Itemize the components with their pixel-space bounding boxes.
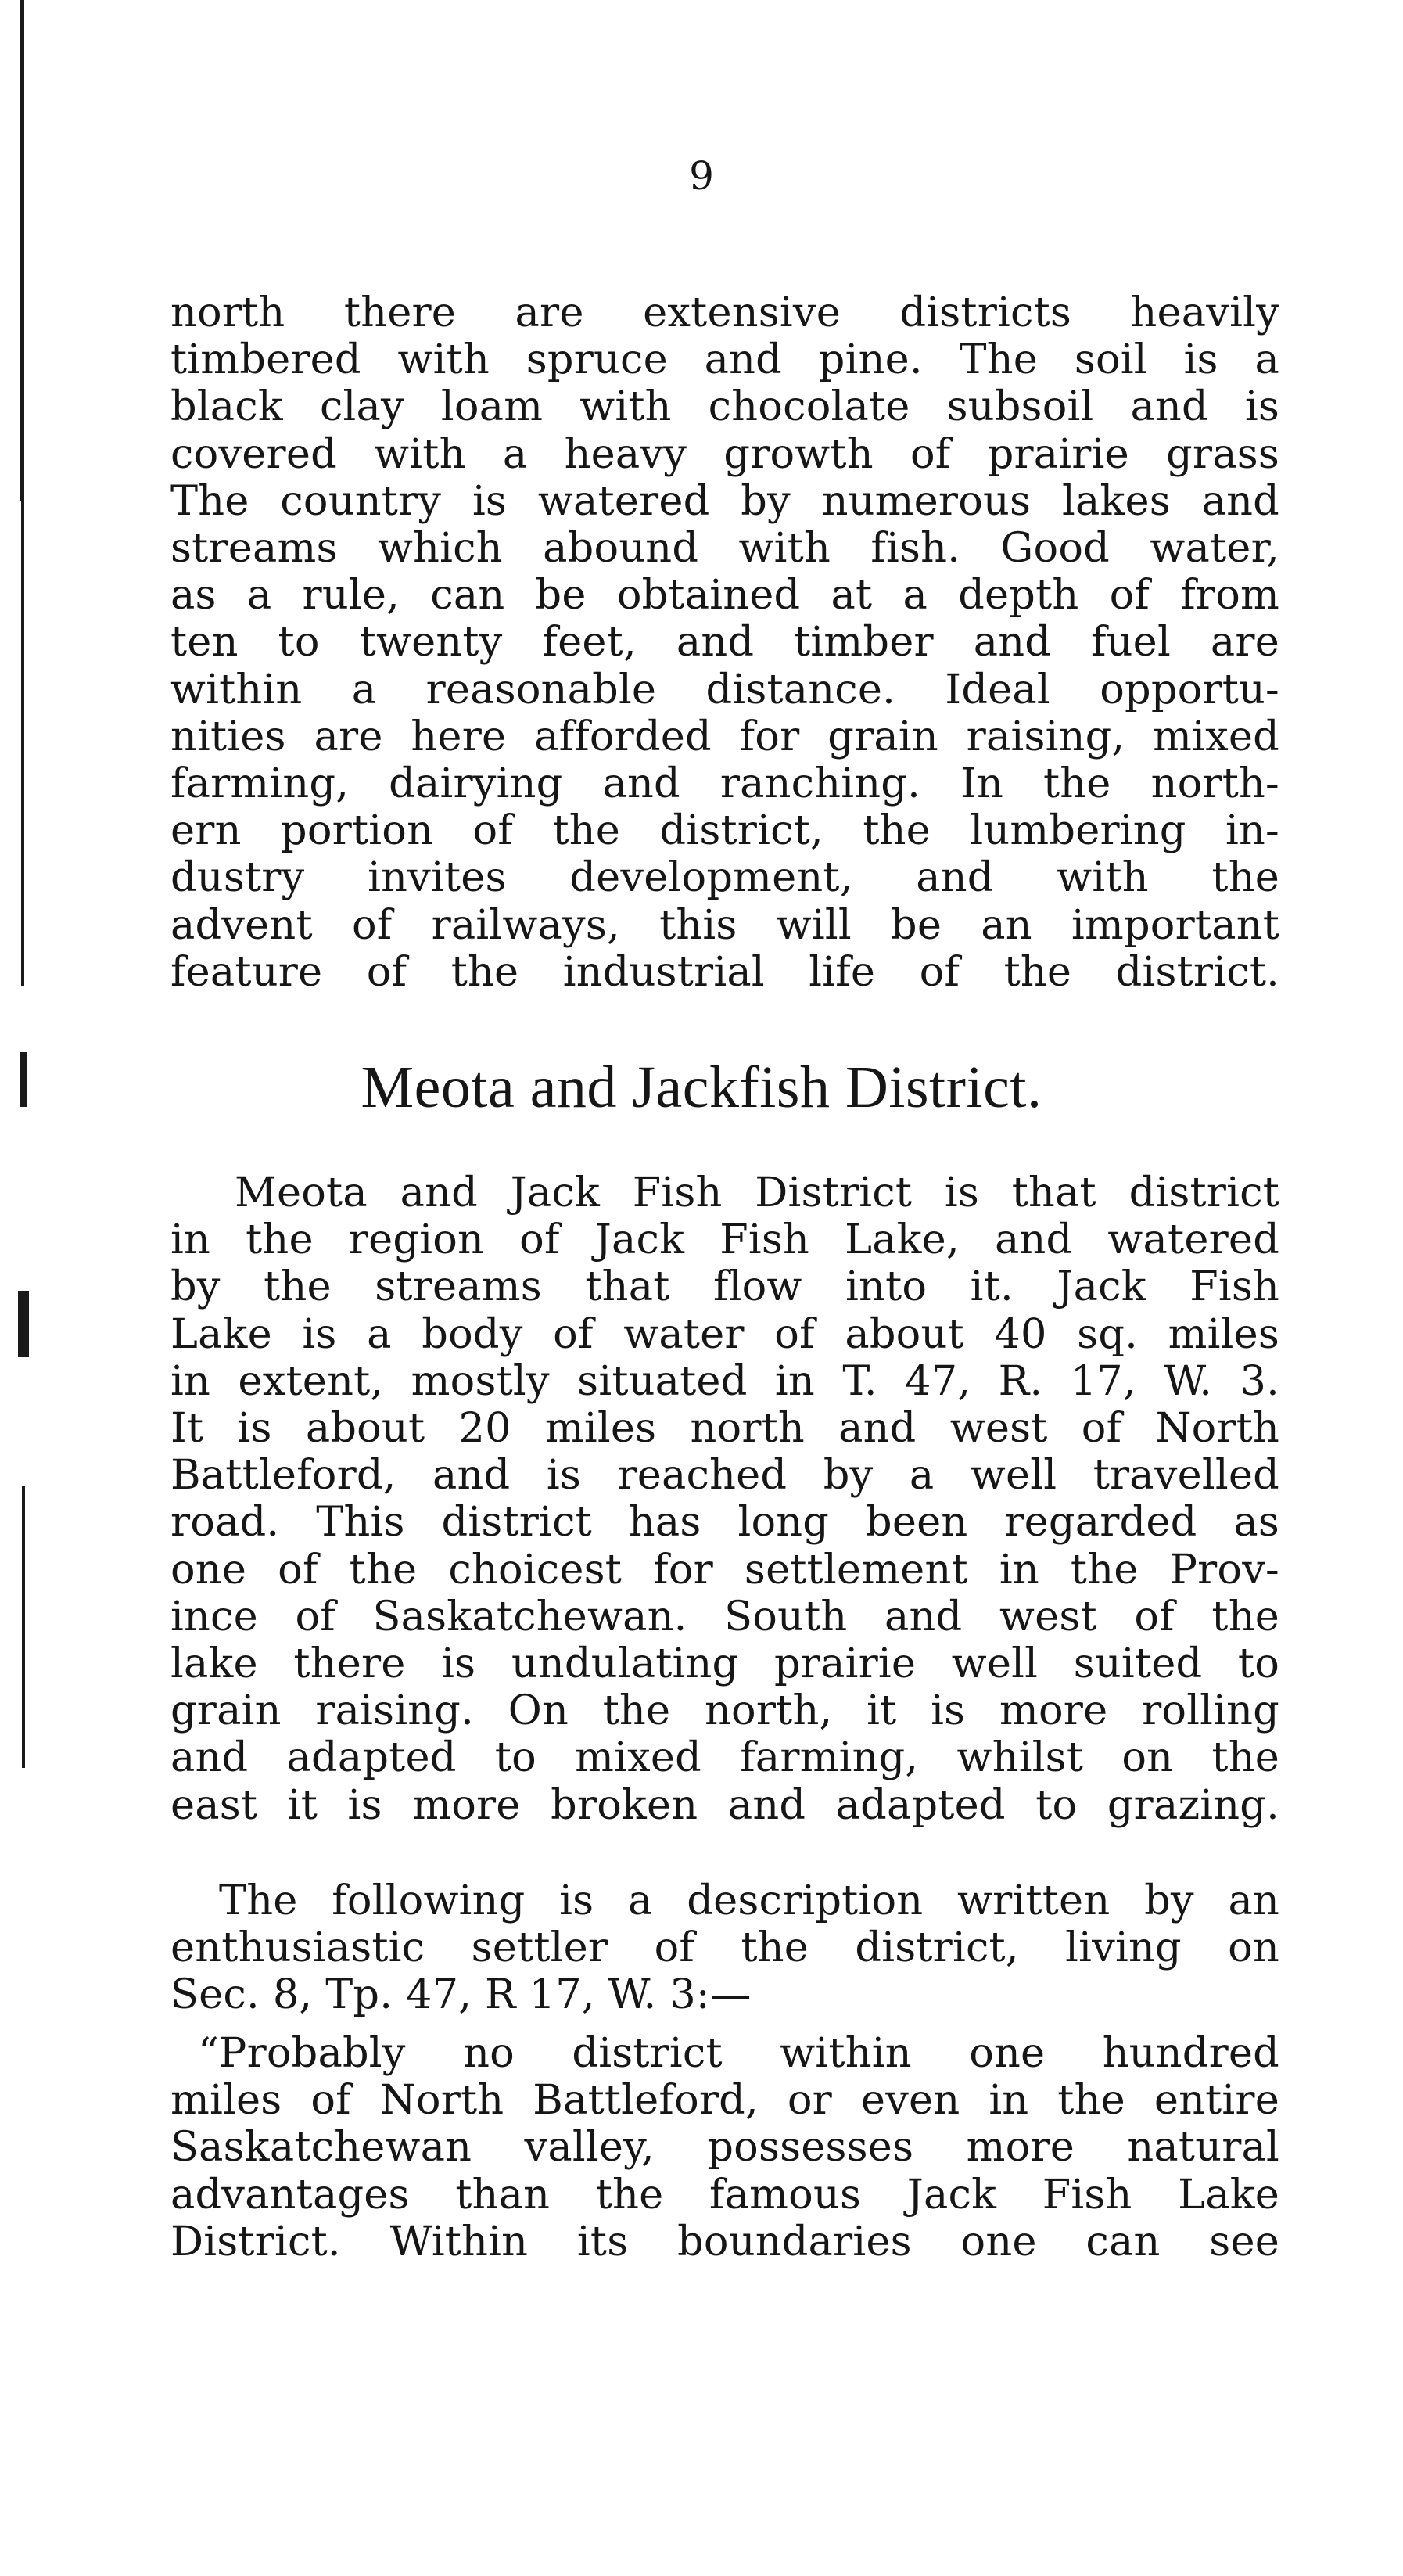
- text-line: Saskatchewan valley, possesses more natural: [170, 2124, 1279, 2172]
- section-heading: Meota and Jackfish District.: [361, 1054, 1042, 1120]
- page-number: 9: [689, 153, 714, 199]
- binding-edge-line: [20, 0, 24, 501]
- text-line: enthusiastic settler of the district, living on: [170, 1924, 1279, 1972]
- section-body: [170, 2030, 1279, 2265]
- text-line: east it is more broken and adapted to grazing.: [170, 1781, 1279, 1829]
- section-body: [170, 1169, 1279, 1829]
- text-line: by the streams that flow into it. Jack Fish: [170, 1263, 1279, 1311]
- text-line: and adapted to mixed farming, whilst on the: [170, 1734, 1279, 1782]
- text-line: black clay loam with chocolate subsoil and is: [170, 383, 1279, 431]
- text-line: The country is watered by numerous lakes and: [170, 477, 1279, 525]
- text-line: advent of railways, this will be an important: [170, 901, 1279, 949]
- text-line: north there are extensive districts heavily: [170, 289, 1279, 336]
- paragraph-continuation: [170, 289, 1279, 996]
- text-line: one of the choicest for settlement in the Prov-: [170, 1546, 1279, 1593]
- paragraph: [170, 1877, 1279, 2019]
- text-line: within a reasonable distance. Ideal opportu-: [170, 666, 1279, 713]
- text-line: covered with a heavy growth of prairie grass: [170, 430, 1279, 478]
- text-line: advantages than the famous Jack Fish Lake: [170, 2171, 1279, 2219]
- text-line: Lake is a body of water of about 40 sq. miles: [170, 1310, 1279, 1358]
- paragraph: [170, 289, 1279, 996]
- text-line: District. Within its boundaries one can see: [170, 2218, 1279, 2265]
- text-line: nities are here afforded for grain raising, mixed: [170, 713, 1279, 760]
- binding-edge-mark: [18, 1291, 29, 1357]
- text-line: “Probably no district within one hundred: [198, 2030, 1279, 2077]
- text-line: miles of North Battleford, or even in the entire: [170, 2077, 1279, 2125]
- text-line: feature of the industrial life of the district.: [170, 948, 1279, 996]
- text-line: in extent, mostly situated in T. 47, R. 17, W. 3.: [170, 1357, 1279, 1405]
- text-line: Meota and Jack Fish District is that district: [235, 1169, 1279, 1216]
- text-line: Sec. 8, Tp. 47, R 17, W. 3:—: [170, 1971, 752, 2019]
- text-line: dustry invites development, and with the: [170, 854, 1279, 902]
- text-line: road. This district has long been regarded as: [170, 1499, 1279, 1547]
- binding-edge-line: [22, 1486, 25, 1768]
- text-line: streams which abound with fish. Good water,: [170, 525, 1279, 573]
- binding-edge-line: [21, 501, 24, 986]
- text-line: ince of Saskatchewan. South and west of the: [170, 1593, 1279, 1640]
- text-line: The following is a description written by an: [219, 1877, 1279, 1924]
- text-line: in the region of Jack Fish Lake, and watered: [170, 1216, 1279, 1264]
- text-line: Battleford, and is reached by a well travelled: [170, 1452, 1279, 1500]
- text-line: lake there is undulating prairie well suited to: [170, 1640, 1279, 1688]
- text-line: timbered with spruce and pine. The soil is a: [170, 336, 1279, 384]
- paragraph: [170, 2030, 1279, 2265]
- text-line: grain raising. On the north, it is more rolling: [170, 1687, 1279, 1735]
- text-line: ern portion of the district, the lumbering in-: [170, 807, 1279, 855]
- paragraph: [170, 1169, 1279, 1829]
- text-line: as a rule, can be obtained at a depth of from: [170, 572, 1279, 620]
- section-body: [170, 1877, 1279, 2019]
- text-line: ten to twenty feet, and timber and fuel are: [170, 619, 1279, 666]
- text-line: farming, dairying and ranching. In the north-: [170, 760, 1279, 808]
- text-line: It is about 20 miles north and west of North: [170, 1405, 1279, 1453]
